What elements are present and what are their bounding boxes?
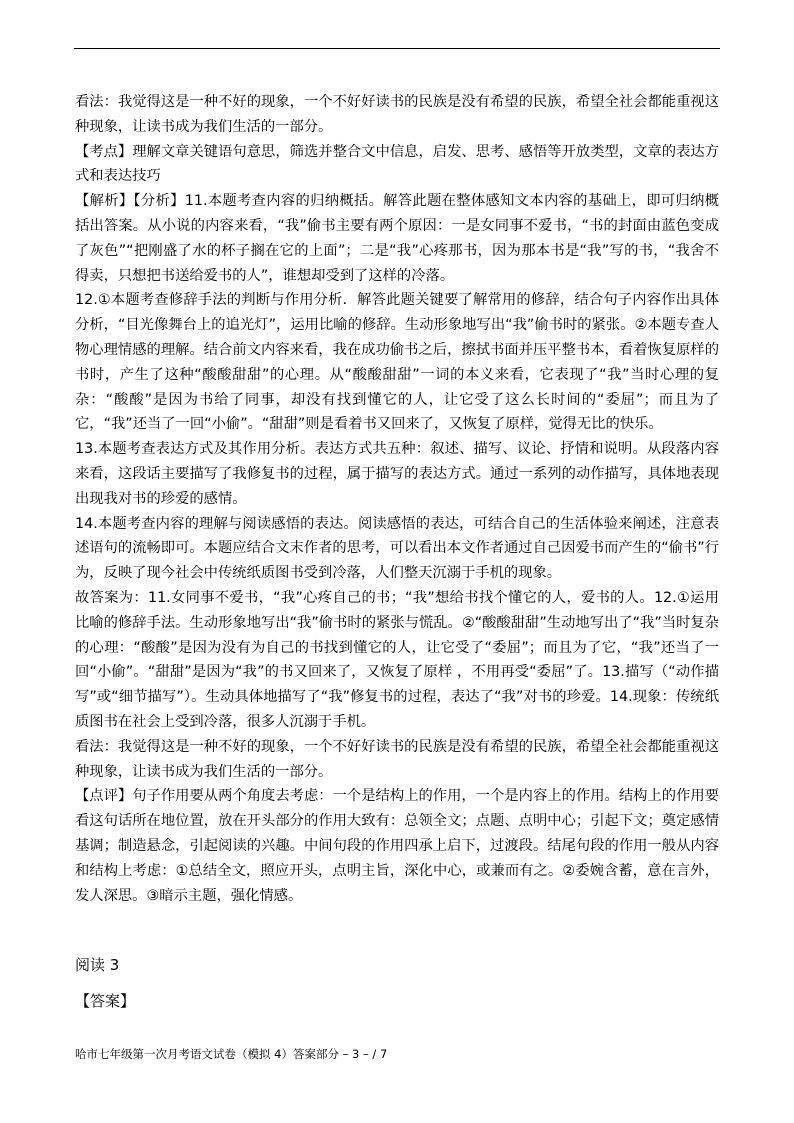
header-rule <box>74 48 720 49</box>
section-title: 阅读 3 <box>75 956 120 974</box>
paragraph-analysis-14: 14.本题考查内容的理解与阅读感悟的表达。阅读感悟的表达，可结合自己的生活体验来阐述，注意表述语句的流畅即可。本题应结合文末作者的思考，可以看出本文作者通过自己因爱书而产生的“偷书”行为，反映了现今社会中传统纸质图书受到冷落，人们整天沉溺于手机的现象。 <box>75 515 719 582</box>
answer-tag: 【答案】 <box>75 992 136 1010</box>
paragraph-opinion: 看法：我觉得这是一种不好的现象，一个不好好读书的民族是没有希望的民族，希望全社会都能重视这种现象，让读书成为我们生活的一部分。 <box>75 94 719 135</box>
paragraph-analysis-11: 【解析】【分析】11.本题考查内容的归纳概括。解答此题在整体感知文本内容的基础上，即可归纳概括出答案。从小说的内容来看，“我”偷书主要有两个原因：一是女同事不爱书，“书的封面由蓝色变成了灰色”“把刚盛了水的杯子搁在它的上面”；二是“我”心疼那书，因为那本书是“我”写的书，“我舍不得卖，只想把书送给爱书的人”，谁想却受到了这样的冷落。 <box>75 193 719 284</box>
page-footer: 哈市七年级第一次月考语文试卷（模拟 4）答案部分 – 3 – / 7 <box>75 1047 388 1061</box>
paragraph-kaodian: 【考点】理解文章关键语句意思，筛选并整合文中信息，启发、思考、感悟等开放类型，文章的表达方式和表达技巧 <box>75 143 719 185</box>
paragraph-answer: 故答案为：11.女同事不爱书，“我”心疼自己的书；“我”想给书找个懂它的人，爱书的人。12.①运用比喻的修辞手法。生动形象地写出“我”偷书时的紧张与慌乱。②“酸酸甜甜”生动地写出了“我”当时复杂的心理：“酸酸”是因为没有为自己的书找到懂它的人，让它受了“委屈”；而且为了它，“我”还当了一回“小偷”。“甜甜”是因为“我”的书又回来了，又恢复了原样 ，不用再受“委屈”了。13.描写（“动作描写”或“细节描写”）。生动具体地描写了“我”修复书的过程，表达了“我”对书的珍爱。14.现象：传统纸质图书在社会上受到冷落，很多人沉溺于手机。 <box>75 589 719 730</box>
answer-body <box>75 90 719 908</box>
paragraph-analysis-12: 12.①本题考查修辞手法的判断与作用分析．解答此题关键要了解常用的修辞，结合句子内容作出具体分析，“目光像舞台上的追光灯”，运用比喻的修辞。生动形象地写出“我”偷书时的紧张。②本题专查人物心理情感的理解。结合前文内容来看，我在成功偷书之后，擦拭书面并压平整书本，看着恢复原样的书时，产生了这种“酸酸甜甜”的心理。从“酸酸甜甜”一词的本义来看，它表现了“我”当时心理的复杂：“酸酸”是因为书给了同事，却没有找到懂它的人，让它受了这么长时间的“委屈”；而且为了它，“我”还当了一回“小偷”。“甜甜”则是看着书又回来了，又恢复了原样，觉得无比的快乐。 <box>75 292 719 433</box>
paragraph-dianping: 【点评】句子作用要从两个角度去考虑：一个是结构上的作用，一个是内容上的作用。结构上的作用要看这句话所在地位置，放在开头部分的作用大致有：总领全文；点题、点明中心；引起下文；奠定感情基调；制造悬念，引起阅读的兴趣。中间句段的作用四承上启下，过渡段。结尾句段的作用一般从内容和结构上考虑：①总结全文，照应开头，点明主旨，深化中心，或兼而有之。②委婉含蓄，意在言外，发人深思。③暗示主题，强化情感。 <box>75 788 719 904</box>
paragraph-analysis-13: 13.本题考查表达方式及其作用分析。表达方式共五种：叙述、描写、议论、抒情和说明。从段落内容来看，这段话主要描写了我修复书的过程，属于描写的表达方式。通过一系列的动作描写，具体地表现出现我对书的珍爱的感情。 <box>75 441 719 507</box>
paragraph-opinion-repeat: 看法：我觉得这是一种不好的现象，一个不好好读书的民族是没有希望的民族，希望全社会都能重视这种现象，让读书成为我们生活的一部分。 <box>75 738 719 780</box>
